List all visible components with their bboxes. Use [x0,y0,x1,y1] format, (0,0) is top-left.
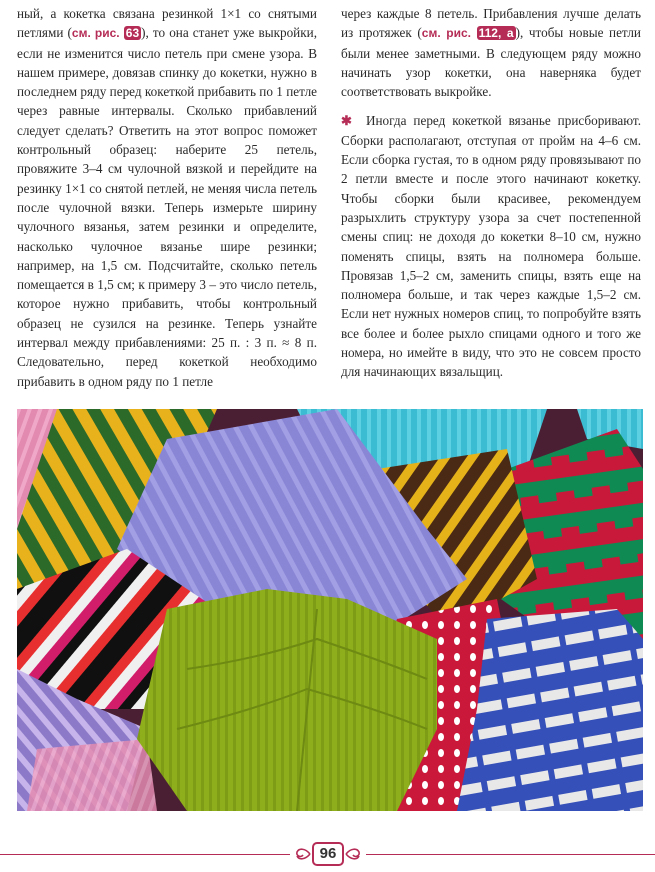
ornament-right-icon [345,844,361,864]
text-span: , чтобы новые петли были менее заметными. В следующем ряду можно начинать узор кокетки, она наверняка будет соответствовать выкройке. [341,25,641,100]
figure-reference[interactable] [72,26,141,40]
left-text-column [17,4,317,391]
ref-label: см. рис. [71,26,120,41]
ref-number: 112, а [478,26,514,41]
figure-reference[interactable] [422,26,516,40]
text-span: ный, а кокетка связана резинкой 1×1 со снятыми петлями [17,6,317,41]
footer-rule-left [0,854,290,855]
right-paragraph-1: через каждые 8 петель. Прибавления лучше делать из протяжек (см. рис. 112, а ), чтобы новые петли были менее заметными. В следующем ряду можно начинать узор кокетки, она наверняка будет соответствовать выкройке. [341,6,641,100]
text-span: через каждые 8 петель. Прибавления лучше делать из протяжек [341,6,641,41]
star-icon: ✱ [341,113,353,129]
page-number: 96 [312,842,345,866]
page-footer [0,838,655,872]
page-number-badge [297,840,359,868]
photo-illustration [17,409,643,811]
right-text-column [341,4,641,382]
ornament-left-icon [295,844,311,864]
text-span: , то она станет уже выкройки, если не изменится число петель при смене узора. В нашем примере, довязав спинку до кокетки, нужно в последнем ряду перед кокеткой прибавить по 1 петле через равные интервалы. Сколько прибавлений следует сделать? Ответить на этот вопрос поможет контрольный образец: наберите 25 петель, провяжите 3–4 см чулочной вязкой и перейдите на резинку 1×1 со снятой петлей, не меняя числа петель после чулочной вязки. Теперь измерьте ширину чулочного вязанья, затем резинки и определите, насколько чулочное вязанье шире резинки; например, на 1,5 см. Подсчитайте, сколько петель помещается в 1,5 см; к примеру 3 – это число петель, которое нужно прибавить, чтобы контрольный образец не сузился на резинке. Теперь узнайте интервал между прибавлениями: 25 п. : 3 п. ≈ 8 п. Следовательно, перед кокеткой необходимо прибавить в одном ряду по 1 петле [17,25,318,389]
text-span: Иногда перед кокеткой вязанье присборивают. Сборки располагают, отступая от пройм на 4–6 см. Если сборка густая, то в одном ряду провязывают по 2 петли вместе и после этого начинают кокетку. Чтобы сборки были красивее, рекомендуем разрыхлить структуру узора за счет постепенной смены спиц: не доходя до кокетки 8–10 см, нужно поменять спицы, взять на полномера больше. Провязав 1,5–2 см, заменить спицы, взять еще на полномера больше, и так через каждые 1,5–2 см. Если нет нужных номеров спиц, то попробуйте взять все более и более рыхло спицами одного и того же номера, но имейте в виду, что это не совсем просто для начинающих вязальщиц. [341,113,642,380]
right-paragraph-2 [341,111,641,381]
ref-number: 63 [125,26,140,41]
left-paragraph-1: ный, а кокетка связана резинкой 1×1 со снятыми петлями (см. рис. 63 ), то она станет уже выкройки, если не изменится число петель при смене узора. В нашем примере, довязав спинку до кокетки, нужно в последнем ряду перед кокеткой прибавить по 1 петле через равные интервалы. Сколько прибавлений следует сделать? Ответить на этот вопрос поможет контрольный образец: наберите 25 петель, провяжите 3–4 см чулочной вязкой и перейдите на резинку 1×1 со снятой петлей, не меняя числа петель после чулочной вязки. Теперь измерьте ширину чулочного вязанья, затем резинки и определите, насколько чулочное вязанье шире резинки; например, на 1,5 см. Подсчитайте, сколько петель помещается в 1,5 см; к примеру 3 – это число петель, которое нужно прибавить, чтобы контрольный образец не сузился на резинке. Теперь узнайте интервал между прибавлениями: 25 п. : 3 п. ≈ 8 п. Следовательно, перед кокеткой необходимо прибавить в одном ряду по 1 петле [17,6,318,389]
footer-rule-right [366,854,655,855]
ref-label: см. рис. [421,26,471,41]
knitted-swatches-photo [17,409,643,811]
